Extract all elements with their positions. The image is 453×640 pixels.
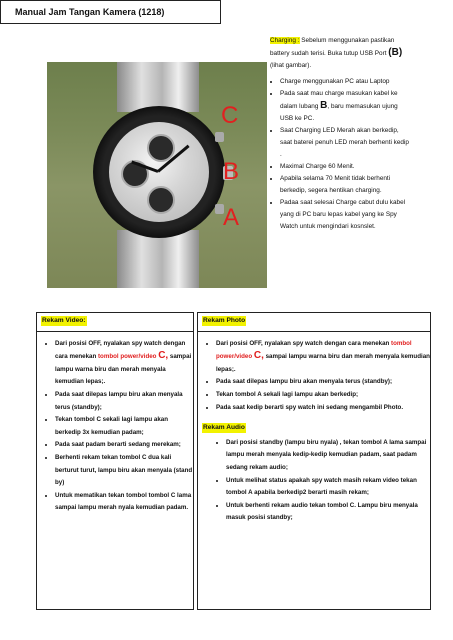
item-button-c: C, (253, 350, 264, 362)
charging-list (270, 76, 410, 233)
item-text: Saat Charging LED Merah akan berkedip, saat baterei penuh LED merah berhenti kedip . (280, 127, 409, 158)
label-a: A (223, 204, 240, 231)
list-item: • Pada saat kedip berarti spy watch ini sedang mengambil Photo. (216, 402, 430, 415)
rekam-photo-header: Rekam Photo (203, 317, 246, 324)
list-item: • Untuk melihat status apakah spy watch masih rekam video tekan tombol A apabila berkedip2 berarti masih rekam; (226, 475, 430, 500)
list-item: • Pada saat padam berarti sedang merekam; (55, 439, 193, 452)
charging-intro (270, 35, 410, 72)
rekam-video-list (37, 338, 193, 515)
label-c: C (221, 102, 239, 129)
divider (37, 331, 193, 332)
charging-intro-port: (B) (388, 47, 403, 58)
item-tail: sampai lampu warna biru dan merah menyala kemudian lepas;. (55, 353, 192, 386)
item-text: Apabila selama 70 Menit tidak berhenti berkedip, segera hentikan charging. (280, 175, 391, 194)
rekam-audio-list (198, 437, 430, 525)
pusher-top (215, 132, 224, 142)
list-item: • Pada saat dilepas lampu biru akan menyala terus (standby); (216, 376, 430, 389)
divider (198, 331, 430, 332)
rekam-video-box (36, 312, 194, 610)
list-item: • Tekan tombol A sekali lagi lampu akan berkedip; (216, 389, 430, 402)
rekam-video-header: Rekam Video: (42, 317, 86, 324)
watch-strap-top (117, 62, 199, 112)
document-title: Manual Jam Tangan Kamera (1218) (0, 0, 221, 24)
list-item: • Tekan tombol C sekali lagi lampu akan berkedip 3x kemudian padam; (55, 414, 193, 439)
item-button-c: C, (158, 350, 169, 362)
list-item: • Pada saat dilepas lampu biru akan menyala terus (standby); (55, 389, 193, 414)
list-item (280, 161, 410, 173)
list-item (216, 338, 430, 377)
list-item: • Untuk mematikan tekan tombol tombol C lama sampai lampu merah nyala kemudian padam. (55, 490, 193, 515)
rekam-photo-box (197, 312, 431, 610)
list-item (280, 125, 410, 161)
subdial-bottom (147, 186, 175, 214)
list-item (280, 197, 410, 233)
item-tail: , baru memasukan ujung USB ke PC. (280, 103, 398, 122)
list-item (55, 338, 193, 389)
charging-section (270, 35, 410, 233)
item-tail: sampai lampu warna biru dan merah menyala kemudian lepas;. (216, 353, 430, 373)
item-text: Dari posisi OFF, nyalakan spy watch dengan cara menekan (216, 339, 392, 347)
rekam-audio-header: Rekam Audio (203, 424, 245, 432)
item-red-text: tombol power/video (216, 339, 412, 361)
charging-label: Charging : (270, 37, 300, 44)
label-b: B (223, 158, 240, 185)
charging-intro-tail: (lihat gambar). (270, 62, 312, 69)
list-item (280, 76, 410, 88)
item-port: B (320, 100, 328, 111)
watch-strap-bottom (117, 230, 199, 288)
item-text: Dari posisi OFF, nyalakan spy watch dengan cara menekan (55, 339, 186, 361)
item-text: Padaa saat selesai Charge cabut dulu kabel yang di PC baru lepas kabel yang ke Spy Watch untuk mengindari kosnslet. (280, 199, 406, 230)
list-item: • Dari posisi standby (lampu biru nyala) , tekan tombol A lama sampai lampu merah menyala kedip-kedip kemudian padam, saat padam sedang rekam audio; (226, 437, 430, 475)
item-text: Maximal Charge 60 Menit. (280, 163, 355, 170)
item-text: Pada saat mau charge masukan kabel ke dalam lubang (280, 90, 398, 110)
rekam-photo-list (198, 338, 430, 415)
list-item (280, 88, 410, 125)
item-text: Charge menggunakan PC atau Laptop (280, 78, 390, 85)
list-item: • Untuk berhenti rekam audio tekan tombol C. Lampu biru menyala masuk posisi standby; (226, 500, 430, 525)
watch-photo (47, 62, 267, 288)
list-item (280, 173, 410, 197)
item-red-text: tombol power/video (98, 353, 157, 361)
charging-intro-text: Sebelum menggunakan pastikan battery sudah terisi. Buka tutup USB Port (270, 37, 395, 57)
list-item: • Berhenti rekam tekan tombol C dua kali berturut turut, lampu biru akan menyala (stand by) (55, 452, 193, 490)
